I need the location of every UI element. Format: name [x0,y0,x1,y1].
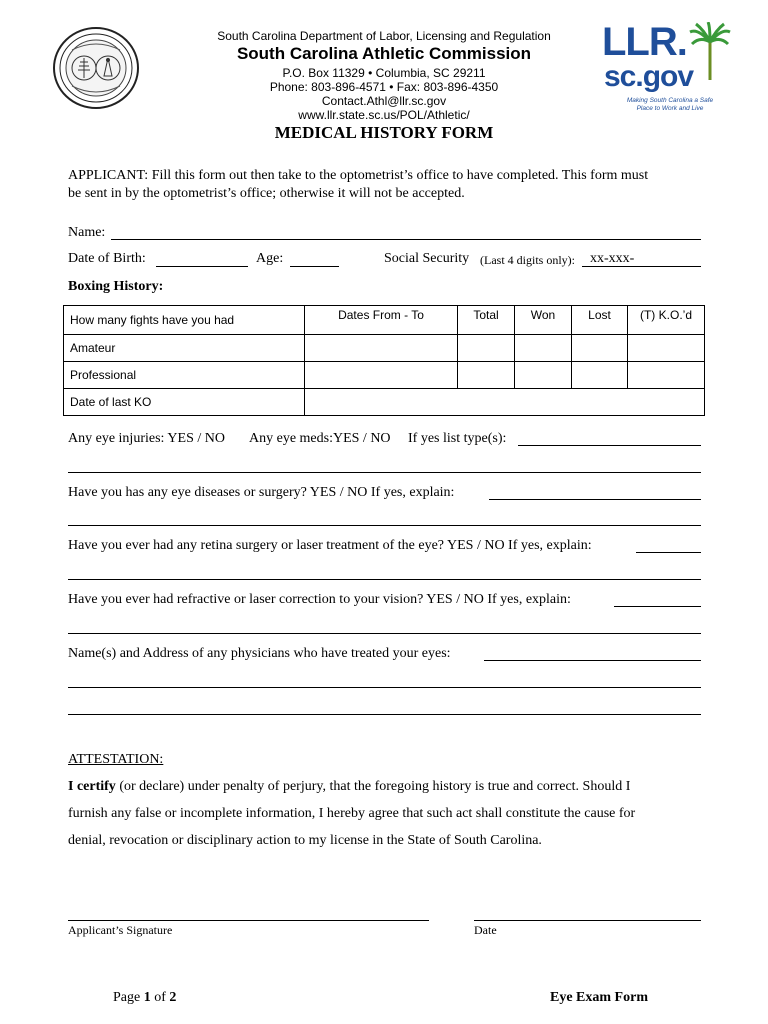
retina-surgery-question: Have you ever had any retina surgery or laser treatment of the eye? YES / NO If yes, explain: [68,538,592,553]
applicant-signature-field[interactable] [68,920,429,921]
table-cell[interactable] [515,335,572,362]
column-header: Total [458,306,515,335]
form-title: MEDICAL HISTORY FORM [274,123,494,142]
eye-meds-type-label: If yes list type(s): [408,431,507,446]
name-field[interactable] [111,239,701,240]
palmetto-tree-icon [688,22,732,80]
column-header: Dates From - To [305,306,458,335]
answer-line[interactable] [68,633,701,634]
phone-fax: Phone: 803-896-4571 • Fax: 803-896-4350 [269,80,499,94]
boxing-history-heading: Boxing History: [68,279,164,294]
contact-email[interactable]: Contact.Athl@llr.sc.gov [321,94,447,108]
dob-label: Date of Birth: [68,251,146,266]
table-row [64,389,705,416]
ssn-label: Social Security [384,251,470,266]
table-row [64,335,705,362]
website-link[interactable]: www.llr.state.sc.us/POL/Athletic/ [298,108,470,122]
column-header: (T) K.O.’d [628,306,705,335]
page-of: of [150,990,170,1005]
eye-meds-type-field[interactable] [518,445,701,446]
table-cell[interactable] [628,335,705,362]
physicians-question: Name(s) and Address of any physicians who have treated your eyes: [68,646,451,661]
table-cell[interactable] [572,362,628,389]
table-cell[interactable] [458,335,515,362]
llr-logo-bottom: sc.gov [604,60,694,93]
instructions-line-2: be sent in by the optometrist’s office; otherwise it will not be accepted. [68,186,465,201]
attestation-line-1-text: (or declare) under penalty of perjury, that the foregoing history is true and correct. Should I [115,779,631,794]
age-label: Age: [256,251,284,266]
table-cell[interactable] [515,362,572,389]
eye-diseases-question: Have you has any eye diseases or surgery? YES / NO If yes, explain: [68,485,455,500]
table-row [64,306,705,335]
form-name-footer: Eye Exam Form [550,990,648,1005]
department-name: South Carolina Department of Labor, Licensing and Regulation [217,29,551,43]
page-prefix: Page [113,990,144,1005]
table-row [64,362,705,389]
signature-date-field[interactable] [474,920,701,921]
applicant-signature-label: Applicant’s Signature [68,923,173,937]
llr-tagline-1: Making South Carolina a Safe [626,97,714,104]
mailing-address: P.O. Box 11329 • Columbia, SC 29211 [282,66,486,80]
eye-diseases-field[interactable] [489,499,701,500]
refractive-correction-question: Have you ever had refractive or laser correction to your vision? YES / NO If yes, explain: [68,592,571,607]
table-cell[interactable] [572,335,628,362]
state-seal-icon [52,26,140,110]
table-cell[interactable] [305,335,458,362]
retina-surgery-field[interactable] [636,552,701,553]
llr-logo-top: LLR. [602,20,687,64]
answer-line[interactable] [68,472,701,473]
boxing-history-table [63,305,705,416]
column-header: Won [515,306,572,335]
last-ko-cell[interactable] [305,389,705,416]
page-total: 2 [169,990,177,1005]
physicians-field[interactable] [484,660,701,661]
ssn-note: (Last 4 digits only): [480,253,575,267]
name-label: Name: [68,225,106,240]
attestation-line-2: furnish any false or incomplete information, I hereby agree that such act shall constitute the cause for [68,806,636,821]
ssn-value: xx-xxx- [590,251,635,266]
table-cell[interactable] [305,362,458,389]
eye-injuries-question: Any eye injuries: YES / NO [68,431,225,446]
llr-tagline-2: Place to Work and Live [636,105,704,112]
table-cell[interactable] [628,362,705,389]
answer-line[interactable] [68,525,701,526]
answer-line[interactable] [68,714,701,715]
attestation-line-3: denial, revocation or disciplinary action to my license in the State of South Carolina. [68,833,542,848]
dob-field[interactable] [156,266,248,267]
answer-line[interactable] [68,579,701,580]
row-label-amateur: Amateur [64,335,305,362]
llr-logo [598,22,733,117]
answer-line[interactable] [68,687,701,688]
attestation-line-1 [68,779,630,795]
row-label-last-ko: Date of last KO [64,389,305,416]
column-header: Lost [572,306,628,335]
column-header: How many fights have you had [64,306,305,335]
instructions-line-1: APPLICANT: Fill this form out then take to the optometrist’s office to have completed. This form must [68,168,649,183]
attestation-heading: ATTESTATION: [68,752,164,767]
refractive-correction-field[interactable] [614,606,701,607]
age-field[interactable] [290,266,339,267]
row-label-professional: Professional [64,362,305,389]
eye-meds-question: Any eye meds:YES / NO [249,431,391,446]
page-current: 1 [143,990,151,1005]
signature-date-label: Date [474,923,497,937]
page-number [113,990,176,1006]
attestation-bold-lead: I certify [68,779,116,794]
table-cell[interactable] [458,362,515,389]
commission-name: South Carolina Athletic Commission [236,44,532,63]
